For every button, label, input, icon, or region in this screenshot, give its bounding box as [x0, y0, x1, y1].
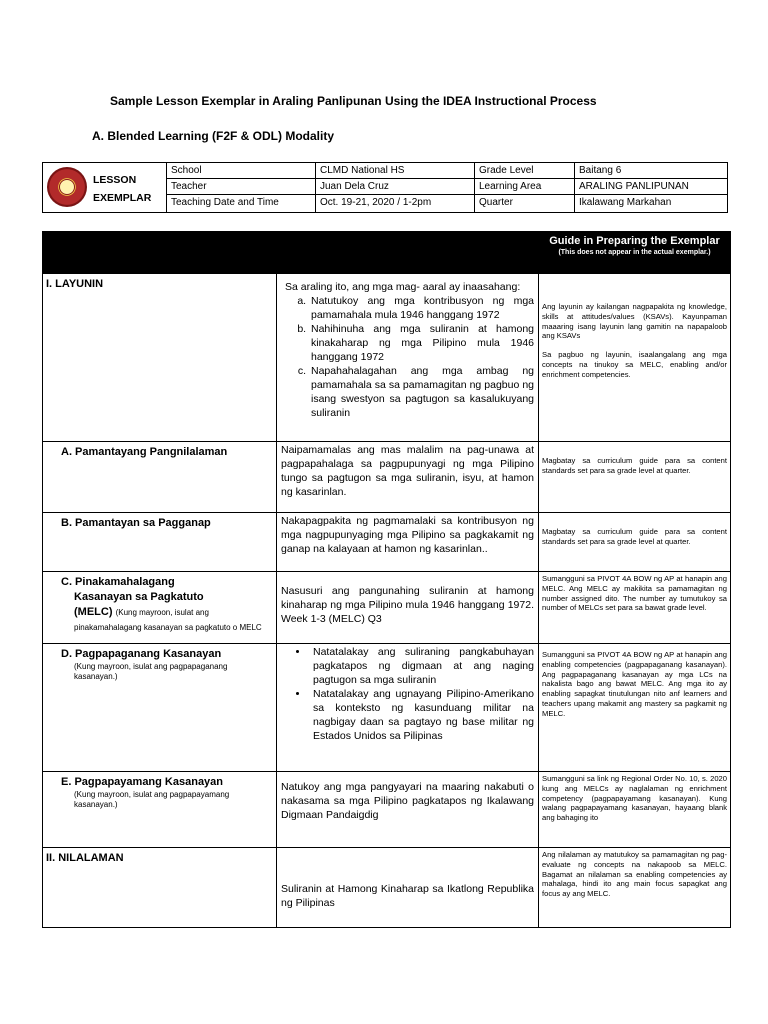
header-table — [42, 162, 728, 213]
pagpapaganang-label: D. Pagpapaganang Kasanayan (Kung mayroon, isulat ang pagpapaganang kasanayan.) — [43, 644, 276, 685]
layunin-guide: Ang layunin ay kailangan nagpapakita ng knowledge, skills at attitudes/values (KSAVs). Kayunpaman maaaring isang layunin lang gamitin na napapaloob ang KSAVs Sa pagbuo ng layunin, isaalangalang ang mga concepts na tinukoy sa MELC, enabling and/or enrichment competencies. — [542, 302, 727, 379]
nilalaman-content: Suliranin at Hamong Kinaharap sa Ikatlong Republika ng Pilipinas — [281, 883, 534, 909]
melc-content: Nasusuri ang pangunahing suliranin at hamong kinaharap ng mga Pilipino mula 1946 hanggang 1972. Week 1-3 (MELC) Q3 — [281, 585, 534, 625]
guide-header-cell — [539, 232, 731, 274]
teaching-date-value: Oct. 19-21, 2020 / 1-2pm — [315, 195, 474, 212]
header-blank-cell-1 — [43, 232, 277, 274]
learning-area-value: ARALING PANLIPUNAN — [574, 179, 727, 195]
list-item: b. Nahihinuha ang mga suliranin at hamong kinakaharap ng mga Pilipino mula 1946 hanggang 1972 — [309, 322, 534, 364]
pagpapayamang-label: E. Pagpapayamang Kasanayan (Kung mayroon, isulat ang pagpapayamang kasanayan.) — [43, 772, 276, 813]
pagpapayamang-content: Natukoy ang mga pangyayari na maaring nakabuti o nakasama sa mga Pilipino pagkatapos ng Ikalawang Digmaan Pandaigdig — [281, 781, 534, 821]
layunin-list — [281, 294, 534, 420]
guide-note: (This does not appear in the actual exemplar.) — [558, 249, 711, 256]
pamantayan-pagganap-content: Nakapagpakita ng pagmamalaki sa kontribusyon ng mga nagpupunyaging mga Pilipino sa pagkakamit ng ganap na kalayaan at hamon ng kasarinlan.. — [281, 515, 534, 555]
school-seal-icon — [47, 167, 87, 207]
pamantayan-pagganap-guide: Magbatay sa curriculum guide para sa content standards set para sa grade level at quarter. — [542, 527, 727, 546]
table-row — [43, 644, 731, 772]
layunin-intro: Sa araling ito, ang mga mag- aaral ay inaasahang: — [285, 281, 521, 293]
teacher-label: Teacher — [167, 179, 315, 195]
table-row — [43, 848, 731, 928]
lesson-exemplar-label: LESSON EXEMPLAR — [93, 174, 152, 204]
grade-level-label: Grade Level — [474, 163, 574, 179]
school-value: CLMD National HS — [315, 163, 474, 179]
header-blank-cell-2 — [277, 232, 539, 274]
table-row — [43, 274, 731, 442]
pagpapaganang-note: (Kung mayroon, isulat ang pagpapaganang kasanayan.) — [74, 662, 228, 681]
quarter-value: Ikalawang Markahan — [574, 195, 727, 212]
melc-label: C. Pinakamahalagang Kasanayan sa Pagkatuto (MELC) (Kung mayroon, isulat ang pinakamahalagang kasanayan sa pagkatuto o MELC — [61, 576, 262, 632]
school-label: School — [167, 163, 315, 179]
learning-area-label: Learning Area — [474, 179, 574, 195]
lesson-table — [42, 231, 731, 928]
melc-guide: Sumangguni sa PIVOT 4A BOW ng AP at hanapin ang MELC. Ang MELC ay makikita sa pamamagitan ng number assigned dito. The number ay tumutukoy sa number of MELCs set para sa bawat grade level. — [542, 574, 727, 613]
list-item: a. Natutukoy ang mga kontribusyon ng mga pamamahala mula 1946 hanggang 1972 — [309, 294, 534, 322]
document-subtitle: A. Blended Learning (F2F & ODL) Modality — [92, 129, 335, 143]
pamantayang-pangnilalaman-guide: Magbatay sa curriculum guide para sa content standards set para sa grade level at quarter. — [542, 456, 727, 475]
grade-level-value: Baitang 6 — [574, 163, 727, 179]
layunin-label: I. LAYUNIN — [46, 278, 104, 290]
pagpapaganang-guide: Sumangguni sa PIVOT 4A BOW ng AP at hanapin ang enabling competencies (pagpapaganang kasanayan). Ang pagpapaganang kasanayan ay mga LCs na nakalista bago ang bawat MELC. Ang mga ito ay enabling sapagkat tinutulungan nito anf learners and teachers upang makamit ang mastery sa pagkamit ng MELC. — [542, 650, 727, 718]
list-item: c. Napahahalagahan ang mga ambag ng pamamahala sa sa pamamagitan ng pagbuo ng isang swestyon sa pagtugon sa kasalukuyang suliranin — [309, 364, 534, 420]
pagpapayamang-guide: Sumangguni sa link ng Regional Order No. 10, s. 2020 kung ang MELCs ay naglalaman ng enrichment competency (pagpapayamang kasanayan). Kung walang pagpapayamang kasanayan, hayaang blank ang bahaging ito — [542, 774, 727, 823]
table-row — [43, 572, 731, 644]
teacher-value: Juan Dela Cruz — [315, 179, 474, 195]
nilalaman-guide: Ang nilalaman ay matutukoy sa pamamagitan ng pag-evaluate ng concepts na nakapoob sa MELC. Bagamat an nilalaman sa enabling competencies ay mahalaga, hindi ito ang main focus sapagkat ang focus ay ang MELC. — [542, 850, 727, 899]
guide-heading: Guide in Preparing the Exemplar — [549, 235, 720, 247]
quarter-label: Quarter — [474, 195, 574, 212]
header-info-grid — [167, 163, 727, 212]
table-row — [43, 772, 731, 848]
document-title: Sample Lesson Exemplar in Araling Panlipunan Using the IDEA Instructional Process — [110, 94, 597, 108]
pamantayang-pangnilalaman-label: A. Pamantayang Pangnilalaman — [61, 446, 228, 458]
pagpapaganang-list — [281, 645, 534, 743]
pamantayan-pagganap-label: B. Pamantayan sa Pagganap — [61, 517, 211, 529]
list-item: • Natatalakay ang ugnayang Pilipino-Amerikano sa konteksto ng kasunduang militar na nagbigay daan sa pagtayo ng base militar ng Estados Unidos sa Pilipinas — [309, 687, 534, 743]
pagpapayamang-note: (Kung mayroon, isulat ang pagpapayamang kasanayan.) — [74, 790, 230, 809]
pamantayang-pangnilalaman-content: Naipamamalas ang mas malalim na pag-unawa at pagpapahalaga sa pagpupunyagi ng mga Pilipino tungo sa pagtugon sa mga suliranin, isyu, at hamon ng kasarinlan. — [281, 444, 534, 498]
pagpapaganang-content — [277, 644, 538, 745]
logo-cell — [43, 163, 167, 212]
table-row — [43, 442, 731, 513]
table-header-row — [43, 232, 731, 274]
nilalaman-label: II. NILALAMAN — [46, 852, 124, 864]
table-row — [43, 513, 731, 572]
melc-note: (Kung mayroon, isulat ang pinakamahalagang kasanayan sa pagkatuto o MELC — [74, 608, 262, 632]
teaching-date-label: Teaching Date and Time — [171, 197, 279, 208]
list-item: • Natatalakay ang suliraning pangkabuhayan pagkatapos ng digmaan at ang naging pagtugon sa mga suliranin — [309, 645, 534, 687]
layunin-content — [277, 274, 538, 422]
